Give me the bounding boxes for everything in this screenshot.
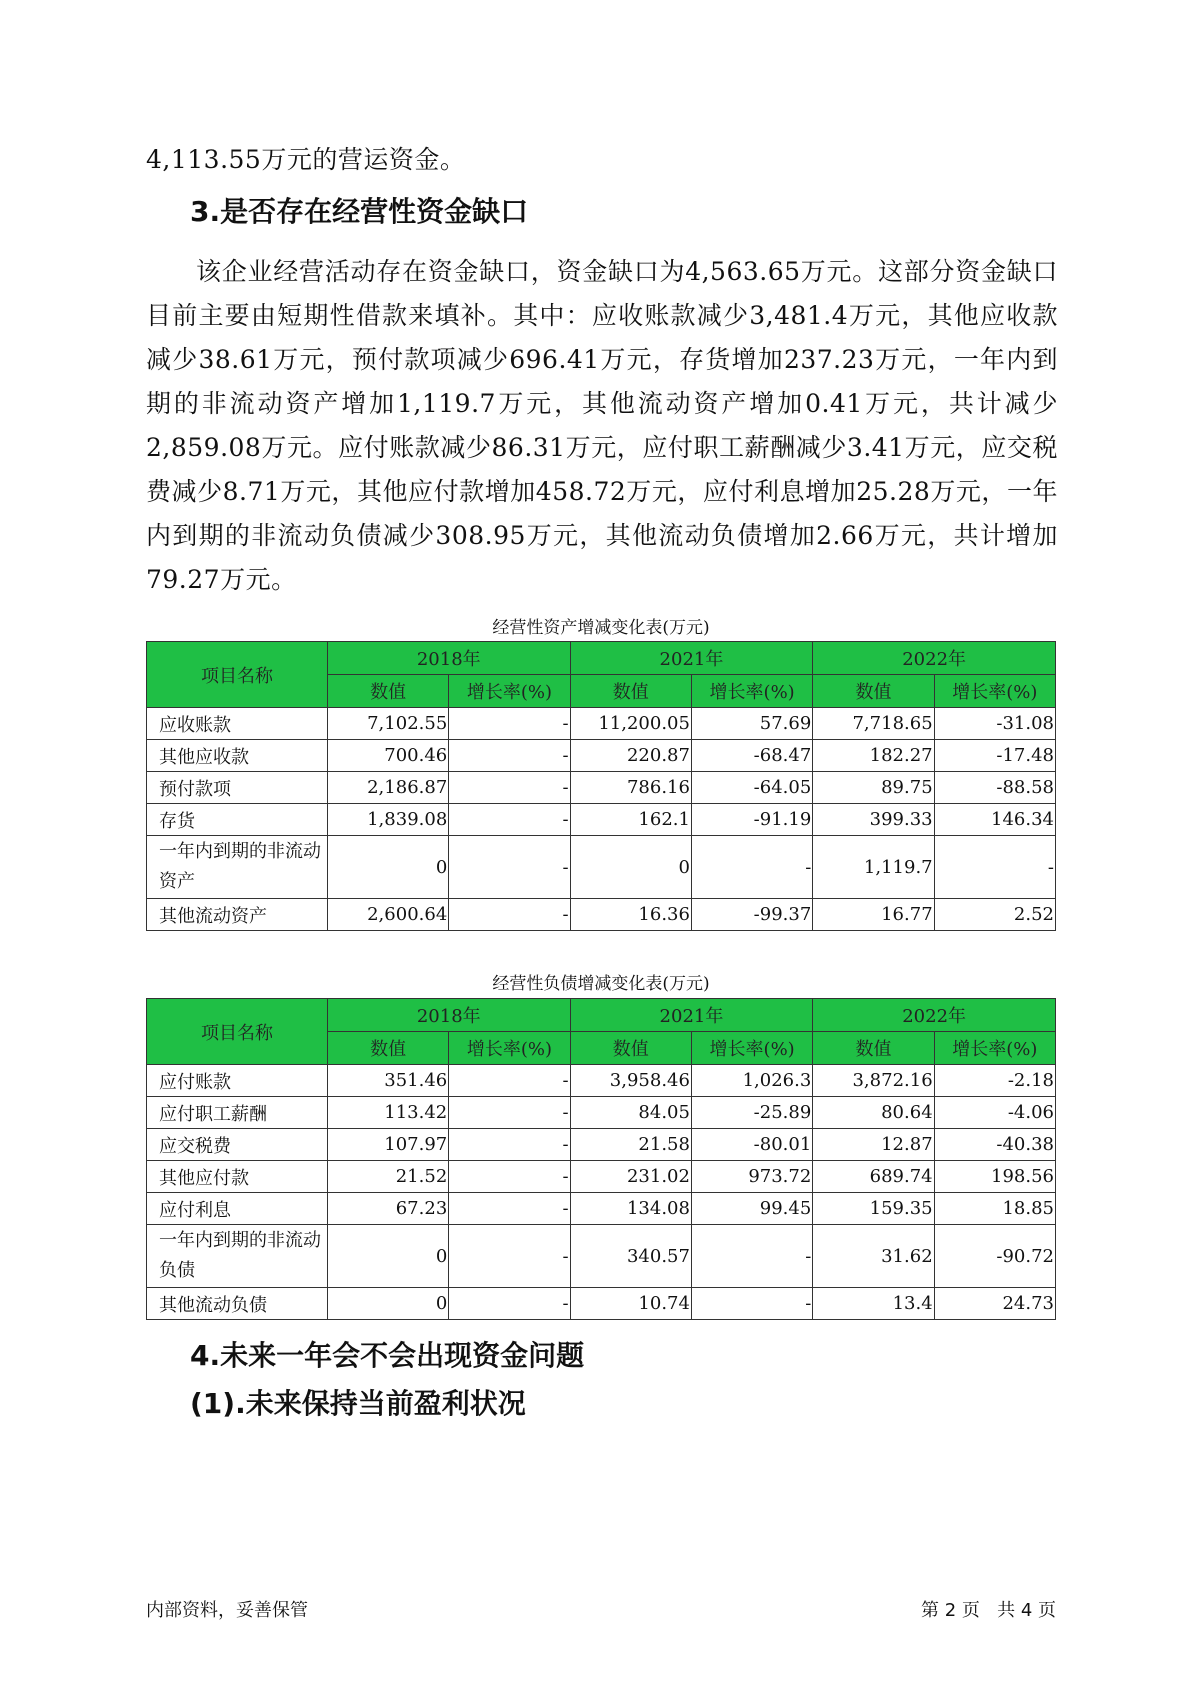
header-value: 数值 xyxy=(570,1032,691,1065)
cell-value: 84.05 xyxy=(570,1097,691,1129)
row-item-name: 其他流动资产 xyxy=(147,899,328,931)
intro-line: 4,113.55万元的营运资金。 xyxy=(146,145,466,174)
cell-value: 16.36 xyxy=(570,899,691,931)
section-4-heading: 4.未来一年会不会出现资金问题 xyxy=(190,1339,585,1372)
assets-table-caption: 经营性资产增减变化表(万元) xyxy=(492,618,710,638)
cell-growth-rate: - xyxy=(449,1129,570,1161)
cell-growth-rate: 24.73 xyxy=(934,1288,1055,1320)
row-item-name: 一年内到期的非流动负债 xyxy=(147,1225,328,1288)
cell-value: 11,200.05 xyxy=(570,708,691,740)
section-3-heading: 3.是否存在经营性资金缺口 xyxy=(190,195,529,228)
cell-growth-rate: 146.34 xyxy=(934,804,1055,836)
table-row xyxy=(147,772,1056,804)
section-4-subheading: (1).未来保持当前盈利状况 xyxy=(190,1387,526,1420)
cell-value: 700.46 xyxy=(327,740,448,772)
cell-value: 7,718.65 xyxy=(813,708,934,740)
cell-growth-rate: - xyxy=(449,836,570,899)
cell-value: 107.97 xyxy=(327,1129,448,1161)
cell-growth-rate: - xyxy=(449,1193,570,1225)
cell-growth-rate: - xyxy=(691,1225,812,1288)
cell-value: 159.35 xyxy=(813,1193,934,1225)
cell-growth-rate: - xyxy=(449,772,570,804)
cell-growth-rate: -25.89 xyxy=(691,1097,812,1129)
table-row xyxy=(147,1288,1056,1320)
cell-value: 7,102.55 xyxy=(327,708,448,740)
table-row xyxy=(147,1193,1056,1225)
cell-value: 134.08 xyxy=(570,1193,691,1225)
row-item-name: 其他流动负债 xyxy=(147,1288,328,1320)
cell-growth-rate: - xyxy=(449,708,570,740)
cell-value: 0 xyxy=(327,1225,448,1288)
cell-growth-rate: - xyxy=(449,1288,570,1320)
cell-value: 1,839.08 xyxy=(327,804,448,836)
cell-growth-rate: - xyxy=(449,1097,570,1129)
header-growth-rate: 增长率(%) xyxy=(934,675,1055,708)
cell-growth-rate: -40.38 xyxy=(934,1129,1055,1161)
cell-growth-rate: 57.69 xyxy=(691,708,812,740)
header-value: 数值 xyxy=(327,1032,448,1065)
table-row xyxy=(147,836,1056,899)
cell-value: 80.64 xyxy=(813,1097,934,1129)
header-value: 数值 xyxy=(813,675,934,708)
cell-value: 340.57 xyxy=(570,1225,691,1288)
cell-growth-rate: 198.56 xyxy=(934,1161,1055,1193)
header-year: 2018年 xyxy=(327,642,570,675)
cell-growth-rate: - xyxy=(934,836,1055,899)
table-row xyxy=(147,1097,1056,1129)
row-item-name: 一年内到期的非流动资产 xyxy=(147,836,328,899)
cell-growth-rate: -64.05 xyxy=(691,772,812,804)
table-row xyxy=(147,804,1056,836)
cell-growth-rate: -17.48 xyxy=(934,740,1055,772)
cell-growth-rate: 973.72 xyxy=(691,1161,812,1193)
cell-value: 399.33 xyxy=(813,804,934,836)
cell-value: 89.75 xyxy=(813,772,934,804)
row-item-name: 应付职工薪酬 xyxy=(147,1097,328,1129)
table-row xyxy=(147,1129,1056,1161)
footer-page-number: 第 2 页 共 4 页 xyxy=(921,1600,1056,1621)
header-year: 2021年 xyxy=(570,642,813,675)
assets-change-table xyxy=(146,641,1056,931)
row-item-name: 其他应收款 xyxy=(147,740,328,772)
cell-growth-rate: - xyxy=(449,740,570,772)
header-year: 2018年 xyxy=(327,999,570,1032)
cell-value: 182.27 xyxy=(813,740,934,772)
table-row xyxy=(147,708,1056,740)
header-item-name: 项目名称 xyxy=(147,999,328,1065)
cell-growth-rate: -31.08 xyxy=(934,708,1055,740)
row-item-name: 其他应付款 xyxy=(147,1161,328,1193)
cell-growth-rate: -88.58 xyxy=(934,772,1055,804)
row-item-name: 存货 xyxy=(147,804,328,836)
cell-growth-rate: - xyxy=(449,1065,570,1097)
liabilities-table-caption: 经营性负债增减变化表(万元) xyxy=(492,974,710,994)
cell-value: 113.42 xyxy=(327,1097,448,1129)
row-item-name: 应付利息 xyxy=(147,1193,328,1225)
cell-growth-rate: 1,026.3 xyxy=(691,1065,812,1097)
cell-growth-rate: -4.06 xyxy=(934,1097,1055,1129)
cell-value: 231.02 xyxy=(570,1161,691,1193)
cell-value: 21.58 xyxy=(570,1129,691,1161)
table-row xyxy=(147,1161,1056,1193)
header-item-name: 项目名称 xyxy=(147,642,328,708)
header-growth-rate: 增长率(%) xyxy=(691,675,812,708)
cell-growth-rate: -91.19 xyxy=(691,804,812,836)
cell-growth-rate: -90.72 xyxy=(934,1225,1055,1288)
cell-value: 162.1 xyxy=(570,804,691,836)
cell-value: 13.4 xyxy=(813,1288,934,1320)
table-row xyxy=(147,899,1056,931)
header-value: 数值 xyxy=(813,1032,934,1065)
section-3-paragraph: 该企业经营活动存在资金缺口，资金缺口为4,563.65万元。这部分资金缺口目前主要由短期性借款来填补。其中：应收账款减少3,481.4万元，其他应收款减少38.61万元，预付款项减少696.41万元，存货增加237.23万元，一年内到期的非流动资产增加1,119.7万元，其他流动资产增加0.41万元，共计减少2,859.08万元。应付账款减少86.31万元，应付职工薪酬减少3.41万元，应交税费减少8.71万元，其他应付款增加458.72万元，应付利息增加25.28万元，一年内到期的非流动负债减少308.95万元，其他流动负债增加2.66万元，共计增加79.27万元。 xyxy=(146,257,1058,594)
header-year: 2021年 xyxy=(570,999,813,1032)
header-year: 2022年 xyxy=(813,642,1056,675)
cell-growth-rate: - xyxy=(449,1225,570,1288)
row-item-name: 预付款项 xyxy=(147,772,328,804)
liabilities-change-table xyxy=(146,998,1056,1320)
cell-growth-rate: - xyxy=(691,836,812,899)
cell-value: 31.62 xyxy=(813,1225,934,1288)
cell-value: 351.46 xyxy=(327,1065,448,1097)
cell-value: 786.16 xyxy=(570,772,691,804)
header-growth-rate: 增长率(%) xyxy=(934,1032,1055,1065)
footer-confidential-note: 内部资料，妥善保管 xyxy=(146,1600,308,1621)
cell-value: 2,186.87 xyxy=(327,772,448,804)
row-item-name: 应收账款 xyxy=(147,708,328,740)
cell-value: 67.23 xyxy=(327,1193,448,1225)
row-item-name: 应交税费 xyxy=(147,1129,328,1161)
cell-growth-rate: - xyxy=(449,804,570,836)
header-value: 数值 xyxy=(327,675,448,708)
cell-value: 689.74 xyxy=(813,1161,934,1193)
cell-value: 3,872.16 xyxy=(813,1065,934,1097)
header-growth-rate: 增长率(%) xyxy=(449,1032,570,1065)
table-row xyxy=(147,1065,1056,1097)
table-row xyxy=(147,740,1056,772)
cell-value: 0 xyxy=(327,1288,448,1320)
cell-growth-rate: - xyxy=(691,1288,812,1320)
cell-growth-rate: - xyxy=(449,899,570,931)
cell-growth-rate: 99.45 xyxy=(691,1193,812,1225)
header-growth-rate: 增长率(%) xyxy=(449,675,570,708)
cell-growth-rate: -68.47 xyxy=(691,740,812,772)
cell-value: 12.87 xyxy=(813,1129,934,1161)
cell-value: 2,600.64 xyxy=(327,899,448,931)
cell-value: 10.74 xyxy=(570,1288,691,1320)
cell-value: 21.52 xyxy=(327,1161,448,1193)
cell-value: 3,958.46 xyxy=(570,1065,691,1097)
cell-value: 220.87 xyxy=(570,740,691,772)
cell-growth-rate: -80.01 xyxy=(691,1129,812,1161)
cell-growth-rate: -99.37 xyxy=(691,899,812,931)
cell-value: 0 xyxy=(327,836,448,899)
table-row xyxy=(147,1225,1056,1288)
cell-growth-rate: 2.52 xyxy=(934,899,1055,931)
header-growth-rate: 增长率(%) xyxy=(691,1032,812,1065)
row-item-name: 应付账款 xyxy=(147,1065,328,1097)
header-value: 数值 xyxy=(570,675,691,708)
cell-value: 1,119.7 xyxy=(813,836,934,899)
cell-value: 0 xyxy=(570,836,691,899)
cell-growth-rate: -2.18 xyxy=(934,1065,1055,1097)
header-year: 2022年 xyxy=(813,999,1056,1032)
cell-value: 16.77 xyxy=(813,899,934,931)
cell-growth-rate: - xyxy=(449,1161,570,1193)
cell-growth-rate: 18.85 xyxy=(934,1193,1055,1225)
